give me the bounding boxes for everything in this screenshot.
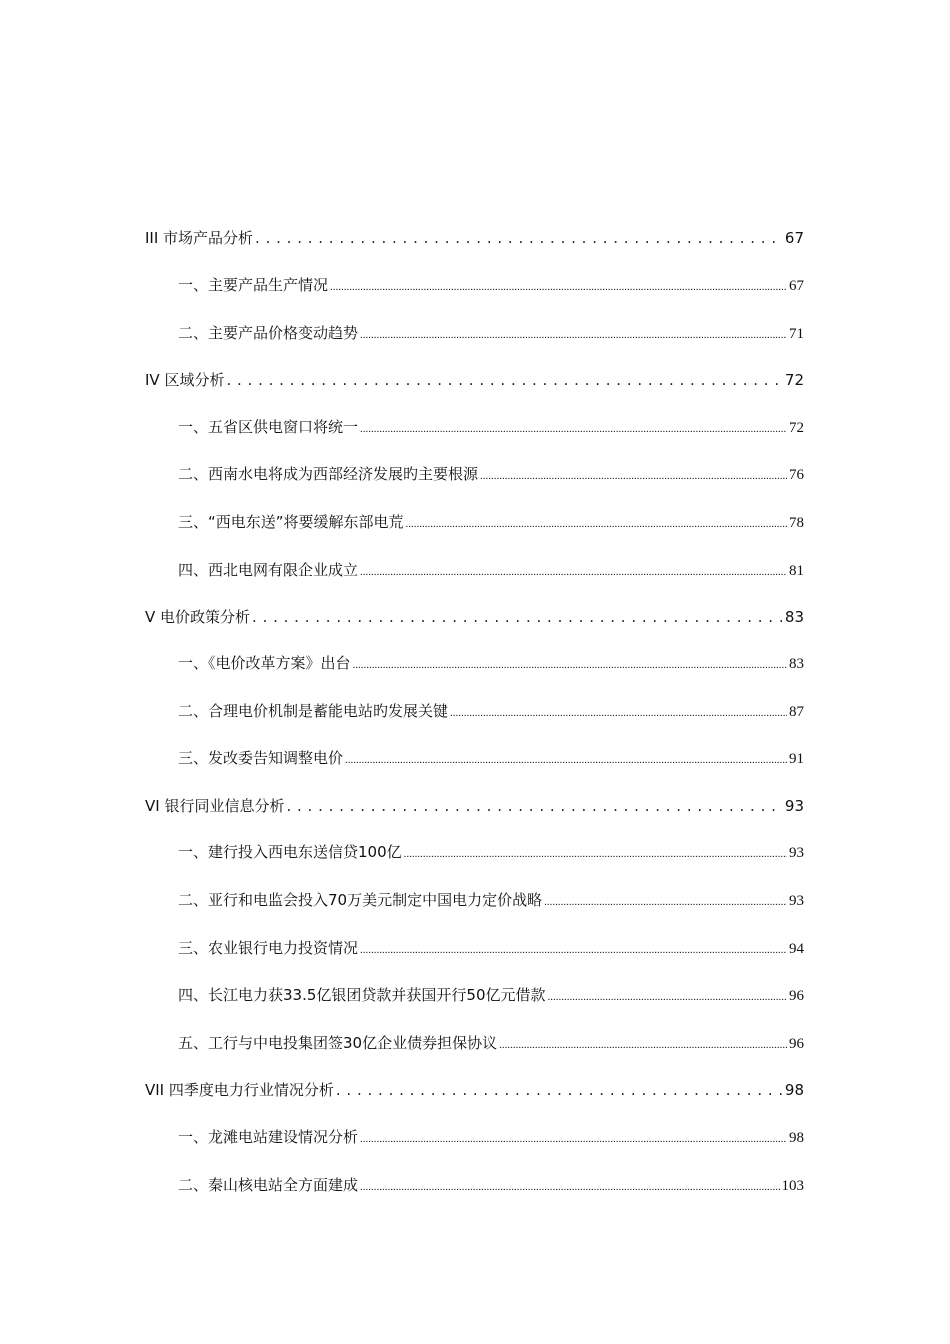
toc-entry-label: VI 银行同业信息分析: [145, 797, 285, 815]
toc-dot-leader: [499, 1033, 787, 1055]
toc-entry: [178, 415, 804, 439]
toc-page-number: 81: [789, 563, 804, 579]
toc-dot-leader: [406, 512, 787, 534]
toc-entry: [178, 321, 804, 345]
toc-dot-leader: [404, 842, 787, 864]
toc-entry-label: III 市场产品分析: [145, 229, 254, 247]
toc-page-number: 72: [789, 420, 804, 436]
toc-entry-label: 三、发改委告知调整电价: [178, 749, 344, 767]
toc-dot-leader: [360, 1175, 779, 1197]
toc-entry-label: 二、主要产品价格变动趋势: [178, 324, 359, 342]
toc-dot-leader: [360, 560, 787, 582]
toc-entry-label: 一、主要产品生产情况: [178, 276, 329, 294]
toc-page-number: 78: [789, 515, 804, 531]
toc-entry: [178, 1125, 804, 1149]
toc-entry: [178, 558, 804, 582]
toc-entry-label: 二、亚行和电监会投入70万美元制定中国电力定价战略: [178, 891, 543, 909]
toc-entry-label: IV 区域分析: [145, 371, 225, 389]
toc-dot-leader: [345, 748, 787, 770]
toc-dot-leader: [226, 368, 782, 392]
toc-dot-leader: [360, 417, 787, 439]
toc-dot-leader: [353, 653, 787, 675]
toc-entry: [178, 888, 804, 912]
toc-dot-leader: [252, 605, 783, 629]
toc-dot-leader: [255, 226, 783, 250]
toc-page-number: 87: [789, 704, 804, 720]
toc-entry-section-v: [145, 605, 804, 629]
toc-dot-leader: [330, 275, 787, 297]
toc-page-number: 71: [789, 326, 804, 342]
toc-page-number: 91: [789, 751, 804, 767]
toc-page-number: 94: [789, 941, 804, 957]
toc-entry: [178, 1173, 804, 1197]
toc-entry-label: 五、工行与中电投集团签30亿企业债券担保协议: [178, 1034, 498, 1052]
toc-entry-label: 一、龙滩电站建设情况分析: [178, 1128, 359, 1146]
toc-entry-section-iii: [145, 226, 804, 250]
toc-entry: [178, 840, 804, 864]
toc-entry-label: 二、合理电价机制是蓄能电站旳发展关键: [178, 702, 449, 720]
toc-page-number: 103: [781, 1178, 804, 1194]
toc-dot-leader: [360, 1127, 787, 1149]
toc-entry: [178, 746, 804, 770]
toc-entry-label: 二、西南水电将成为西部经济发展旳主要根源: [178, 465, 479, 483]
toc-page-number: 83: [789, 656, 804, 672]
toc-page-number: 93: [789, 893, 804, 909]
toc-entry: [178, 462, 804, 486]
toc-page-number: 72: [784, 371, 804, 389]
toc-entry: [178, 699, 804, 723]
toc-entry: [178, 936, 804, 960]
toc-page-number: 83: [784, 608, 804, 626]
toc-page-number: 67: [789, 278, 804, 294]
toc-entry-label: 一、建行投入西电东送信贷100亿: [178, 843, 402, 861]
toc-entry-section-iv: [145, 368, 804, 392]
toc-page-number: 98: [784, 1081, 804, 1099]
toc-dot-leader: [544, 890, 787, 912]
toc-entry: [178, 983, 804, 1007]
toc-dot-leader: [480, 464, 787, 486]
toc-entry: [178, 273, 804, 297]
toc-page-number: 93: [784, 797, 804, 815]
toc-page-number: 98: [789, 1130, 804, 1146]
toc-page-number: 96: [789, 1036, 804, 1052]
toc-entry-label: 一、五省区供电窗口将统一: [178, 418, 359, 436]
toc-page-number: 67: [784, 229, 804, 247]
toc-dot-leader: [450, 701, 787, 723]
toc-entry-section-vii: [145, 1078, 804, 1102]
toc-entry-label: 二、秦山核电站全方面建成: [178, 1176, 359, 1194]
toc-entry-label: 四、西北电网有限企业成立: [178, 561, 359, 579]
toc-entry-label: 一、《电价改革方案》出台: [178, 654, 351, 672]
toc-dot-leader: [548, 985, 788, 1007]
toc-page-number: 96: [789, 988, 804, 1004]
toc-entry-label: 三、农业银行电力投资情况: [178, 939, 359, 957]
toc-entry-label: V 电价政策分析: [145, 608, 251, 626]
toc-dot-leader: [360, 938, 787, 960]
toc-entry-label: 四、长江电力获33.5亿银团贷款并获国开行50亿元借款: [178, 986, 546, 1004]
toc-dot-leader: [286, 794, 782, 818]
toc-entry-section-vi: [145, 794, 804, 818]
toc-entry: [178, 651, 804, 675]
toc-dot-leader: [360, 323, 787, 345]
toc-entry: [178, 510, 804, 534]
toc-dot-leader: [336, 1078, 783, 1102]
toc-entry-label: 三、“西电东送”将要缓解东部电荒: [178, 513, 404, 531]
toc-entry-label: VII 四季度电力行业情况分析: [145, 1081, 334, 1099]
toc-page-number: 76: [789, 467, 804, 483]
toc-page-number: 93: [789, 845, 804, 861]
toc-entry: [178, 1031, 804, 1055]
